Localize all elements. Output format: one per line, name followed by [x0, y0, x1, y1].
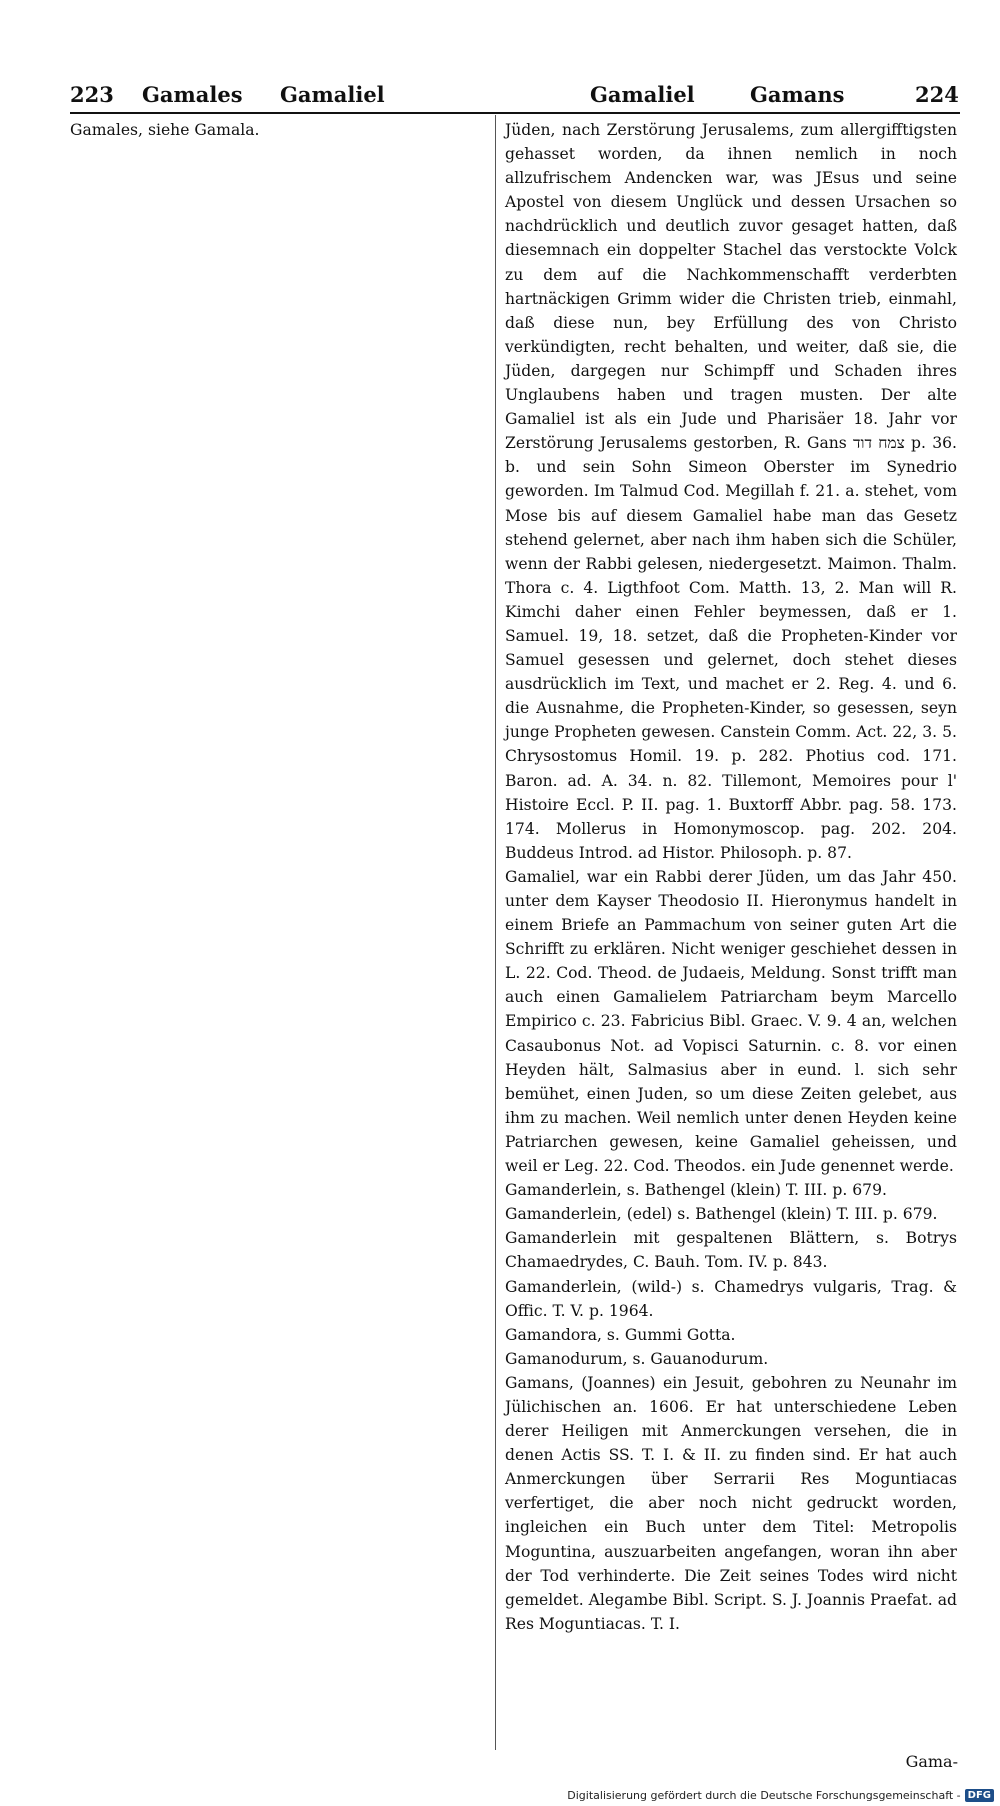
entry-paragraph: Gamanderlein, (edel) s. Bathengel (klein) T. III. p. 679. [505, 1205, 938, 1224]
entry-paragraph: Gamaliel, war ein Rabbi derer Jüden, um das Jahr 450. unter dem Kayser Theodosio II. Hieronymus handelt in einem Briefe an Pammachum von seiner guten Art die Schrifft zu erklären. Nicht weniger geschiehet dessen in L. 22. Cod. Theod. de Judaeis, Meldung. Sonst trifft man auch einen Gamalielem Patriarcham beym Marcello Empirico c. 23. Fabricius Bibl. Graec. V. 9. 4 an, welchen Casaubonus Not. ad Vopisci Saturnin. c. 8. vor einen Heyden hält, Salmasius aber in eund. l. sich sehr bemühet, einen Juden, so um diese Zeiten gelebet, aus ihm zu machen. Weil nemlich unter denen Heyden keine Patriarchen gewesen, keine Gamaliel geheissen, und weil er Leg. 22. Cod. Theodos. ein Jude genennet werde. [505, 867, 957, 1176]
right-column [505, 118, 957, 1636]
dfg-logo: DFG [965, 1789, 994, 1802]
header-rule [70, 112, 960, 114]
left-column [70, 118, 505, 142]
right-running-title: Gamaliel [590, 82, 695, 107]
left-catchword: Gamales [142, 82, 243, 107]
left-column-text: Gamales, siehe Gamala. [70, 121, 260, 139]
left-running-title: Gamaliel [280, 82, 385, 107]
right-catchword: Gamans [750, 82, 845, 107]
footer-credit: Digitalisierung gefördert durch die Deutsche Forschungsgemeinschaft - [567, 1789, 961, 1802]
entry-paragraph: Gamandora, s. Gummi Gotta. [505, 1325, 736, 1344]
entry-paragraph: Gamanderlein mit gespaltenen Blättern, s. Botrys Chamaedrydes, C. Bauh. Tom. IV. p. 843. [505, 1229, 957, 1272]
entry-paragraph: Gamanderlein, s. Bathengel (klein) T. III. p. 679. [505, 1181, 887, 1200]
column-divider [495, 115, 496, 1750]
digitization-footer [567, 1789, 994, 1802]
left-page-number: 223 [70, 82, 114, 107]
page-header [70, 82, 960, 112]
entry-paragraph: Gamanderlein, (wild-) s. Chamedrys vulgaris, Trag. & Offic. T. V. p. 1964. [505, 1277, 957, 1320]
entry-paragraph: Gamanodurum, s. Gauanodurum. [505, 1349, 769, 1368]
entry-paragraph: Jüden, nach Zerstörung Jerusalems, zum allergifftigsten gehasset worden, da ihnen nemlich in noch allzufrischem Andencken war, was JEsus und seine Apostel von diesem Unglück und dessen Ursachen so nachdrücklich und deutlich zuvor gesaget hatten, daß diesemnach ein doppelter Stachel das verstockte Volck zu dem auf die Nachkommenschafft verderbten hartnäckigen Grimm wider die Christen trieb, einmahl, daß diese nun, bey Erfüllung des von Christo verkündigten, recht behalten, und weiter, daß sie, die Jüden, dargegen nur Schimpff und Schaden ihres Unglaubens haben und tragen musten. Der alte Gamaliel ist als ein Jude und Pharisäer 18. Jahr vor Zerstörung Jerusalems gestorben, R. Gans צמח דוד p. 36. b. und sein Sohn Simeon Oberster im Synedrio geworden. Im Talmud Cod. Megillah f. 21. a. stehet, vom Mose bis auf diesem Gamaliel habe man das Gesetz stehend gelernet, aber nach ihm haben sich die Schüler, wenn der Rabbi gelesen, niedergesetzt. Maimon. Thalm. Thora c. 4. Ligthfoot Com. Matth. 13, 2. Man will R. Kimchi daher einen Fehler beymessen, daß er 1. Samuel. 19, 18. setzet, daß die Propheten-Kinder vor Samuel gesessen und gelernet, doch stehet dieses ausdrücklich im Text, und machet er 2. Reg. 4. und 6. die Ausnahme, die Propheten-Kinder, so gesessen, seyn junge Propheten gewesen. Canstein Comm. Act. 22, 3. 5. Chrysostomus Homil. 19. p. 282. Photius cod. 171. Baron. ad. A. 34. n. 82. Tillemont, Memoires pour l' Histoire Eccl. P. II. pag. 1. Buxtorff Abbr. pag. 58. 173. 174. Mollerus in Homonymoscop. pag. 202. 204. Buddeus Introd. ad Histor. Philosoph. p. 87. [505, 121, 957, 862]
right-page-number: 224 [915, 82, 959, 107]
entry-paragraph: Gamans, (Joannes) ein Jesuit, gebohren zu Neunahr im Jülichischen an. 1606. Er hat unterschiedene Leben derer Heiligen mit Anmerckungen versehen, die in denen Actis SS. T. I. & II. zu finden sind. Er hat auch Anmerckungen über Serrarii Res Moguntiacas verfertiget, die aber noch nicht gedruckt worden, ingleichen ein Buch unter dem Titel: Metropolis Moguntina, auszuarbeiten angefangen, woran ihn aber der Tod verhinderte. Die Zeit seines Todes wird nicht gemeldet. Alegambe Bibl. Script. S. J. Joannis Praefat. ad Res Moguntiacas. T. I. [505, 1373, 957, 1633]
catchword: Gama- [905, 1752, 958, 1771]
